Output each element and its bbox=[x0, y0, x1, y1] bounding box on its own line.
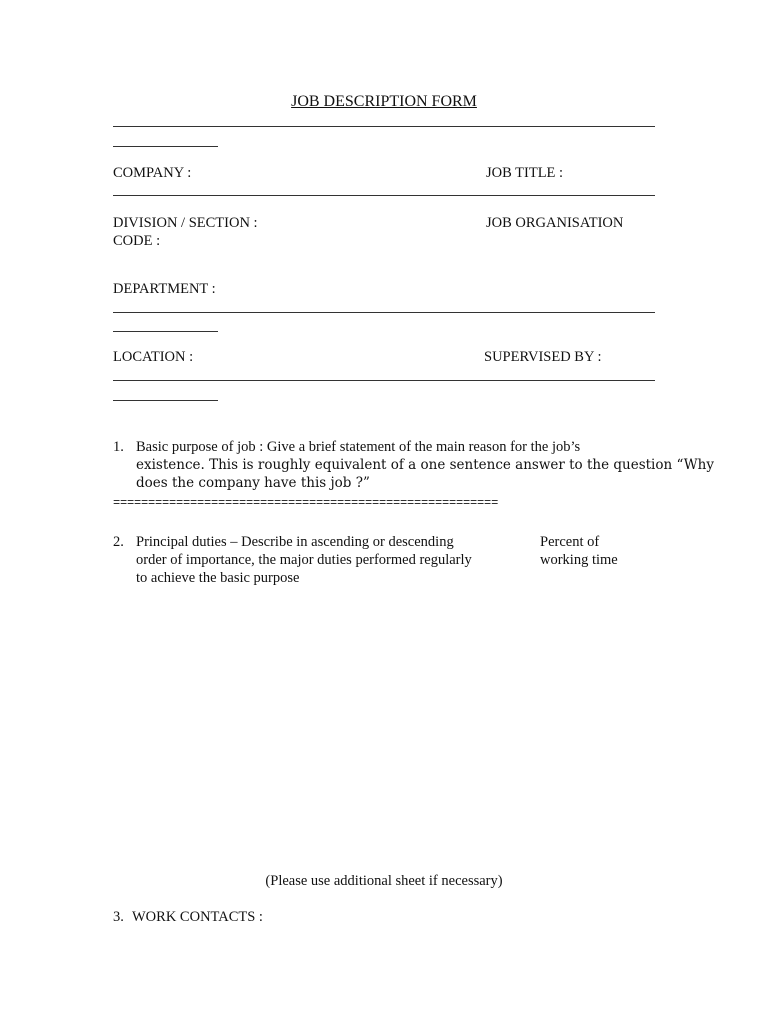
job-organisation-label: JOB ORGANISATION bbox=[486, 215, 624, 231]
section1-number: 1. bbox=[113, 439, 124, 455]
rule-line bbox=[113, 380, 655, 381]
section1-line: Basic purpose of job : Give a brief statement of the main reason for the job’s bbox=[136, 439, 581, 455]
section2-number: 2. bbox=[113, 534, 124, 550]
department-label: DEPARTMENT : bbox=[113, 281, 216, 297]
location-label: LOCATION : bbox=[113, 349, 194, 365]
job-title-label: JOB TITLE : bbox=[486, 165, 564, 181]
rule-line bbox=[113, 312, 655, 313]
working-time-label: working time bbox=[540, 552, 618, 568]
separator-line: ======================================================= bbox=[113, 496, 499, 510]
code-label: CODE : bbox=[113, 233, 161, 249]
section2-line: Principal duties – Describe in ascending or descending bbox=[136, 534, 454, 550]
percent-of-label: Percent of bbox=[540, 534, 600, 550]
work-contacts-label: WORK CONTACTS : bbox=[132, 909, 263, 925]
additional-sheet-note bbox=[0, 872, 768, 890]
section1-line: does the company have this job ?” bbox=[136, 475, 370, 491]
additional-sheet-note-text: (Please use additional sheet if necessary) bbox=[265, 873, 503, 889]
section3-number: 3. bbox=[113, 909, 124, 925]
section1-line: existence. This is roughly equivalent of a one sentence answer to the question “Why bbox=[136, 457, 714, 473]
section2-line: to achieve the basic purpose bbox=[136, 570, 300, 586]
division-section-label: DIVISION / SECTION : bbox=[113, 215, 258, 231]
form-title-text: JOB DESCRIPTION FORM bbox=[291, 93, 477, 110]
rule-line-short bbox=[113, 146, 218, 147]
rule-line bbox=[113, 195, 655, 196]
section2-line: order of importance, the major duties performed regularly bbox=[136, 552, 472, 568]
rule-line bbox=[113, 126, 655, 127]
company-label: COMPANY : bbox=[113, 165, 192, 181]
supervised-by-label: SUPERVISED BY : bbox=[484, 349, 602, 365]
rule-line-short bbox=[113, 331, 218, 332]
form-title bbox=[0, 93, 768, 111]
rule-line-short bbox=[113, 400, 218, 401]
